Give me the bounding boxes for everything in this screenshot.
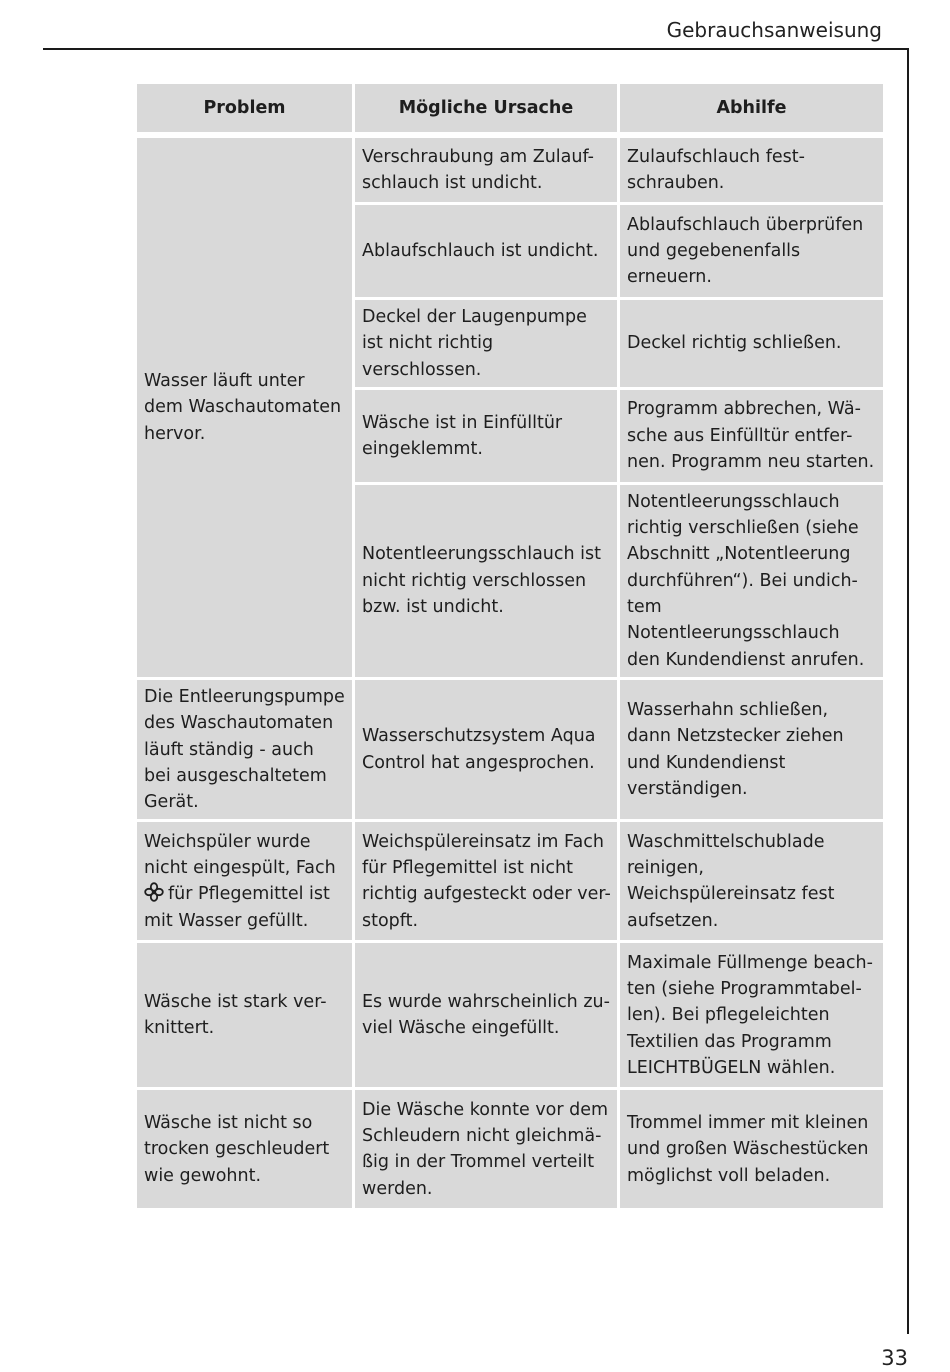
remedy-cell: Maximale Füllmenge beach-ten (siehe Programmtabel-len). Bei pflegeleichten Textilien das Programm LEICHTBÜGELN wählen. bbox=[620, 943, 883, 1087]
table-row bbox=[137, 1090, 883, 1208]
page-number: 33 bbox=[881, 1346, 908, 1370]
problem-text-part1: Weichspüler wurde nicht eingespült, Fach bbox=[144, 831, 336, 879]
running-header: Gebrauchsanweisung bbox=[666, 18, 882, 42]
remedy-cell: Notentleerungsschlauch richtig verschließen (siehe Abschnitt „Notentleerung durchführen“). Bei undich-tem Notentleerungsschlauch den Kundendienst anrufen. bbox=[620, 485, 883, 677]
column-header-remedy: Abhilfe bbox=[620, 84, 883, 132]
table-row bbox=[137, 680, 883, 819]
remedy-cell: Ablaufschlauch überprüfen und gegebenenfalls erneuern. bbox=[620, 205, 883, 297]
remedy-cell: Programm abbrechen, Wä-sche aus Einfülltür entfer-nen. Programm neu starten. bbox=[620, 390, 883, 482]
troubleshooting-table bbox=[134, 81, 886, 1211]
cause-cell: Es wurde wahrscheinlich zu-viel Wäsche eingefüllt. bbox=[355, 943, 617, 1087]
cause-cell: Verschraubung am Zulauf-schlauch ist undicht. bbox=[355, 138, 617, 202]
table-row bbox=[137, 822, 883, 940]
problem-cell: Wäsche ist stark ver-knittert. bbox=[137, 943, 352, 1087]
problem-cell bbox=[137, 822, 352, 940]
remedy-cell: Trommel immer mit kleinen und großen Wäschestücken möglichst voll beladen. bbox=[620, 1090, 883, 1208]
cause-cell: Deckel der Laugenpumpe ist nicht richtig verschlossen. bbox=[355, 300, 617, 387]
problem-cell: Wasser läuft unter dem Waschautomaten hervor. bbox=[137, 138, 352, 677]
remedy-cell: Waschmittelschublade reinigen, Weichspülereinsatz fest aufsetzen. bbox=[620, 822, 883, 940]
margin-rule bbox=[907, 48, 909, 1334]
column-header-cause: Mögliche Ursache bbox=[355, 84, 617, 132]
cause-cell: Weichspülereinsatz im Fach für Pflegemittel ist nicht richtig aufgesteckt oder ver-stopft. bbox=[355, 822, 617, 940]
problem-cell: Die Entleerungspumpe des Waschautomaten läuft ständig - auch bei ausgeschaltetem Gerät. bbox=[137, 680, 352, 819]
remedy-cell: Wasserhahn schließen, dann Netzstecker ziehen und Kundendienst verständigen. bbox=[620, 680, 883, 819]
table-row bbox=[137, 138, 883, 202]
column-header-problem: Problem bbox=[137, 84, 352, 132]
table-row bbox=[137, 943, 883, 1087]
cause-cell: Notentleerungsschlauch ist nicht richtig verschlossen bzw. ist undicht. bbox=[355, 485, 617, 677]
cause-cell: Wasserschutzsystem Aqua Control hat angesprochen. bbox=[355, 680, 617, 819]
cause-cell: Ablaufschlauch ist undicht. bbox=[355, 205, 617, 297]
table-header-row bbox=[137, 84, 883, 132]
cause-cell: Wäsche ist in Einfülltür eingeklemmt. bbox=[355, 390, 617, 482]
cause-cell: Die Wäsche konnte vor dem Schleudern nicht gleichmä-ßig in der Trommel verteilt werden. bbox=[355, 1090, 617, 1208]
problem-cell: Wäsche ist nicht so trocken geschleudert wie gewohnt. bbox=[137, 1090, 352, 1208]
remedy-cell: Zulaufschlauch fest-schrauben. bbox=[620, 138, 883, 202]
fabric-softener-flower-icon bbox=[144, 882, 164, 902]
problem-text-part2: für Pflegemittel ist mit Wasser gefüllt. bbox=[144, 884, 330, 931]
remedy-cell: Deckel richtig schließen. bbox=[620, 300, 883, 387]
header-rule bbox=[43, 48, 909, 50]
